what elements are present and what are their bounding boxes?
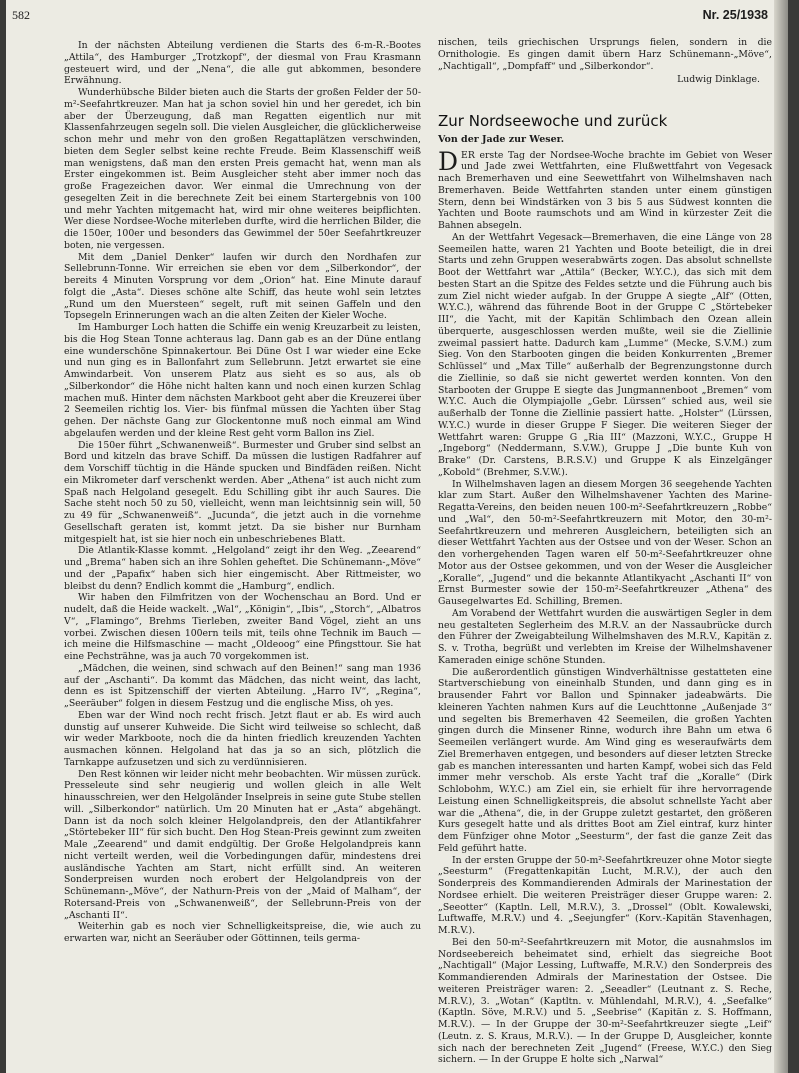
paragraph: In Wilhelmshaven lagen an diesem Morgen 36 seegehende Yachten klar zum Start. Außer den Wilhelmshavener Yachten des Marine-Regatta-Vereins, den beiden neuen 100-m²-Seefahrtkreuzern „Robbe“ und „Wal“, den 50-m²-Seefahrtkreuzern mit Motor, den 30-m²-Seefahrtkreuzern und mehreren Ausgleichern, beteiligten sich an dieser Wettfahrt Yachten aus der Ostsee und von der Weser. Schon an den vorhergehenden Tagen waren elf 50-m²-Seefahrtkreuzer ohne Motor aus der Ostsee gekommen, und von der Weser die Ausgleicher „Koralle“, „Jugend“ und die bekannte Atlantikyacht „Aschanti II“ von Ernst Burmester sowie der 150-m²-Seefahrtkreuzer „Athena“ des Gausegelwartes Ed. Schilling, Bremen.: [438, 478, 772, 607]
drop-cap: D: [438, 146, 459, 176]
article-title: Zur Nordseewoche und zurück: [438, 112, 668, 130]
paragraph: Die außerordentlich günstigen Windverhältnisse gestatteten eine Startverschiebung von eineinhalb Stunden, und dann ging es in brausender Fahrt vor Ballon und Spinnaker jadeabwärts. Die kleineren Yachten nahmen Kurs auf die Leuchttonne „Außenjade 3“ und segelten bis Bremerhaven 42 Seemeilen, die großen Yachten gingen durch die Minsener Rinne, wodurch ihre Bahn um etwa 6 Seemeilen verlängert wurde. Am Wind ging es weseraufwärts dem Ziel Bremerhaven entgegen, und besonders auf dieser letzten Strecke gab es manchen interessanten und harten Kampf, wobei sich das Feld immer mehr verschob. Als erste Yacht traf die „Koralle“ (Dirk Schlobohm, W.Y.C.) am Ziel ein, sie erhielt für ihre hervorragende Leistung einen Schnelligkeitspreis, die absolut schnellste Yacht aber war die „Athena“, die, in der Gruppe zuletzt gestartet, den größeren Kurs gesegelt hatte und als drittes Boot am Ziel eintraf, kurz hinter dem Fünfziger ohne Motor „Seesturm“, der fast die ganze Zeit das Feld geführt hatte.: [438, 666, 772, 854]
page-number: 582: [12, 8, 30, 22]
paragraph: Wunderhübsche Bilder bieten auch die Starts der großen Felder der 50-m²-Seefahrtkreuzer. Man hat ja schon soviel hin und her geredet, ich bin aber der Überzeugung, daß man Regatten eigentlich nur mit Klassenfahrzeugen segeln soll. Die vielen Ausgleicher, die glücklicherweise schon mehr und mehr von den großen Regattaplätzen verschwinden, bieten dem Segler selbst keine rechte Freude. Beim Klassenschiff weiß man wenigstens, daß man den ersten Preis gemacht hat, wenn man als Erster eingekommen ist. Beim Ausgleicher steht aber immer noch das große Fragezeichen davor. Wer einmal die Umrechnung von der gesegelten Zeit in die berechnete Zeit bei einem Startergebnis von 100 und mehr Yachten mitgemacht hat, wird mir ohne weiteres beipflichten. Wer diese Nordsee-Woche miterleben durfte, wird die herrlichen Bilder, die die 150er, 100er und besonders das Gewimmel der 50er Seefahrtkreuzer boten, nie vergessen.: [64, 87, 421, 251]
left-column: [64, 40, 421, 945]
paragraph: Die 150er führt „Schwanenweiß“. Burmester und Gruber sind selbst an Bord und kitzeln das brave Schiff. Da müssen die lustigen Radfahrer auf dem Vorschiff tüchtig in die Hände spucken und Bindfäden reißen. Nicht ein Mikrometer darf verschenkt werden. Aber „Athena“ ist auch nicht zum Spaß nach Helgoland gesegelt. Edu Schilling gibt ihr auch Saures. Die Sache steht noch 50 zu 50, vielleicht, wenn man leichtsinnig sein will, 50 zu 49 für „Schwanenweiß“. „Jucunda“, die jetzt auch in die vornehme Gesellschaft geraten ist, kommt jetzt. Da sie bisher nur Burnham mitgespielt hat, ist sie hier noch ein unbeschriebenes Blatt.: [64, 439, 421, 545]
paragraph: Wir haben den Filmfritzen von der Wochenschau an Bord. Und er nudelt, daß die Heide wackelt. „Wal“, „Königin“, „Ibis“, „Storch“, „Albatros V“, „Flamingo“, Brehms Tierleben, zweiter Band Vögel, zieht an uns vorbei. Zwischen diesen 100ern teils mit, teils ohne Technik im Bauch — ich meine die Hilfsmaschine — macht „Oldeoog“ eine Pfingsttour. Sie hat eine Pechsträhne, was ja auch 70 vorgekommen ist.: [64, 592, 421, 662]
paragraph: Die Atlantik-Klasse kommt. „Helgoland“ zeigt ihr den Weg. „Zeearend“ und „Brema“ haben sich an ihre Sohlen geheftet. Die Schünemann-„Möve“ und der „Papafix“ haben sich hier eingemischt. Aber Rittmeister, wo bleibst du denn? Endlich kommt die „Hamburg“, endlich.: [64, 545, 421, 592]
paragraph: In der ersten Gruppe der 50-m²-Seefahrtkreuzer ohne Motor siegte „Seesturm“ (Fregattenkapitän Lucht, M.R.V.), der auch den Sonderpreis des Kommandierenden Admirals der Marinestation der Nordsee erhielt. Die weiteren Preisträger dieser Gruppe waren: 2. „Seeotter“ (Kaptln. Lell, M.R.V.), 3. „Drossel“ (Oblt. Kowalewski, Luftwaffe, M.R.V.) und 4. „Seejungfer“ (Korv.-Kapitän Stavenhagen, M.R.V.).: [438, 854, 772, 936]
paragraph: Im Hamburger Loch hatten die Schiffe ein wenig Kreuzarbeit zu leisten, bis die Hog Stean Tonne achteraus lag. Dann gab es an der Düne entlang eine wunderschöne Spinnakertour. Bei Düne Ost I war wieder eine Ecke und nun ging es in Ballonfahrt zum Sellebrunn. Jetzt erwartet sie eine Amwindarbeit. Von unserem Platz aus sieht es so aus, als ob „Silberkondor“ die Höhe nicht halten kann und noch einen kurzen Schlag machen muß. Hinter dem nächsten Markboot geht aber die Kreuzerei über 2 Seemeilen richtig los. Vier- bis fünfmal müssen die Yachten über Stag gehen. Der nächste Gang zur Glockentonne muß noch einmal am Wind abgelaufen werden und der kleine Rest geht vorm Ballon ins Ziel.: [64, 322, 421, 439]
paragraph: Weiterhin gab es noch vier Schnelligkeitspreise, die, wie auch zu erwarten war, nicht an Seeräuber oder Göttinnen, teils germa-: [64, 921, 421, 944]
issue-number: Nr. 25/1938: [702, 8, 768, 22]
first-paragraph-text: ER erste Tag der Nordsee-Woche brachte im Gebiet von Weser und Jade zwei Wettfahrten, eine Flußwettfahrt von Vegesack nach Bremerhaven und eine Seewettfahrt von Wilhelmshaven nach Bremerhaven. Beide Wettfahrten standen unter einem günstigen Stern, denn bei Windstärken von 3 bis 5 aus Südwest konnten die Yachten und Boote raumschots und am Wind in kürzester Zeit die Bahnen absegeln.: [438, 149, 772, 231]
author-signature: Ludwig Dinklage.: [677, 74, 760, 86]
paragraph: In der nächsten Abteilung verdienen die Starts des 6-m-R.-Bootes „Attila“, des Hamburger „Trotzkopf“, der diesmal von Frau Krasmann gesteuert wird, und der „Nena“, die alle gut abkommen, besondere Erwähnung.: [64, 40, 421, 87]
paragraph: An der Wettfahrt Vegesack—Bremerhaven, die eine Länge von 28 Seemeilen hatte, waren 21 Yachten und Boote beteiligt, die in drei Starts und zehn Gruppen weserabwärts zogen. Das absolut schnellste Boot der Wettfahrt war „Attila“ (Becker, W.Y.C.), das sich mit dem besten Start an die Spitze des Feldes setzte und die Führung auch bis zum Ziel nicht wieder aufgab. In der Gruppe A siegte „Alf“ (Otten, W.Y.C.), während das führende Boot in der Gruppe C „Störtebeker III“, die Yacht, mit der Kapitän Schlimbach den Ozean allein überquerte, ausgeschlossen werden mußte, weil sie die Ziellinie zweimal passiert hatte. Dadurch kam „Lumme“ (Mecke, S.V.M.) zum Sieg. Von den Starbooten gingen die beiden Konkurrenten „Bremer Schlüssel“ und „Max Tille“ außerhalb der Begrenzungstonne durch die Ziellinie, so daß sie nicht gewertet werden konnten. Von den Starbooten der Gruppe E siegte das Jungmannenboot „Bremen“ vom W.Y.C. Auch die Olympiajolle „Gebr. Lürssen“ schied aus, weil sie außerhalb der Tonne die Ziellinie passiert hatte. „Holster“ (Lürssen, W.Y.C.) wurde in dieser Gruppe F Sieger. Die weiteren Sieger der Wettfahrt waren: Gruppe G „Ria III“ (Mazzoni, W.Y.C., Gruppe H „Ingeborg“ (Neddermann, S.V.W.), Gruppe J „Die bunte Kuh von Brake“ (Dr. Carstens, B.R.S.V.) und Gruppe K als Einzelgänger „Kobold“ (Brehmer, S.V.W.).: [438, 231, 772, 478]
paragraph: Bei den 50-m²-Seefahrtkreuzern mit Motor, die ausnahmslos im Nordseebereich beheimatet sind, erhielt das siegreiche Boot „Nachtigall“ (Major Lessing, Luftwaffe, M.R.V.) den Sonderpreis des Kommandierenden Admirals der Marinestation der Ostsee. Die weiteren Preisträger waren: 2. „Seeadler“ (Leutnant z. S. Reche, M.R.V.), 3. „Wotan“ (Kaptltn. v. Mühlendahl, M.R.V.), 4. „Seefalke“ (Kaptln. Söve, M.R.V.) und 5. „Seebrise“ (Kapitän z. S. Hoffmann, M.R.V.). — In der Gruppe der 30-m²-Seefahrtkreuzer siegte „Leif“ (Leutn. z. S. Kraus, M.R.V.). — In der Gruppe D, Ausgleicher, konnte sich nach der berechneten Zeit „Jugend“ (Freese, W.Y.C.) den Sieg sichern. — In der Gruppe E holte sich „Narwal“: [438, 936, 772, 1066]
page-edge-shadow: [774, 0, 788, 1073]
paragraph: Den Rest können wir leider nicht mehr beobachten. Wir müssen zurück. Presseleute sind sehr neugierig und wollen gleich in alle Welt hinausschreien, wer den Helgoländer Inselpreis in seine gute Stube stellen will. „Silberkondor“ natürlich. Um 20 Minuten hat er „Asta“ abgehängt. Dann ist da noch solch kleiner Helgolandpreis, den der Atlantikfahrer „Störtebeker III“ für sich bucht. Den Hog Stean-Preis gewinnt zum zweiten Male „Zeearend“ und damit endgültig. Der Große Helgolandpreis kann nicht verteilt werden, weil die Vorbedingungen dafür, mindestens drei ausländische Yachten am Start, nicht erfüllt sind. An weiteren Sonderpreisen wurden noch erobert der Helgolandpreis von der Schünemann-„Möve“, der Nathurn-Preis von der „Maid of Malham“, der Rotersand-Preis von „Schwanenweiß“, der Sellebrunn-Preis von der „Aschanti II“.: [64, 768, 421, 921]
first-paragraph: [438, 146, 772, 232]
paragraph: Eben war der Wind noch recht frisch. Jetzt flaut er ab. Es wird auch dunstig auf unserer Kuhweide. Die Sicht wird teilweise so schlecht, daß wir weder Markboote, noch die da hinten friedlich kreuzenden Yachten ausmachen können. Helgoland hat das ja so an sich, plötzlich die Tarnkappe aufzusetzen und sich zu verdünnisieren.: [64, 709, 421, 768]
article-subtitle: Von der Jade zur Weser.: [438, 133, 565, 145]
paragraph: Mit dem „Daniel Denker“ laufen wir durch den Nordhafen zur Sellebrunn-Tonne. Wir erreichen sie eben vor dem „Silberkondor“, der bereits 4 Minuten Vorsprung vor dem „Orion“ hat. Eine Minute darauf folgt die „Asta“. Dieses schöne alte Schiff, das heute wohl sein letztes „Rund um den Muersteen“ segelt, ruft mit seinen Gaffeln und den Topsegeln Erinnerungen wach an die alten Zeiten der Kieler Woche.: [64, 251, 421, 322]
paragraph: Am Vorabend der Wettfahrt wurden die auswärtigen Segler in dem neu gestalteten Seglerheim des M.R.V. an der Nassaubrücke durch den Führer der Zweigabteilung Wilhelmshaven des M.R.V., Kapitän z. S. v. Trotha, begrüßt und verlebten im Kreise der Wilhelmshavener Kameraden einige schöne Stunden.: [438, 607, 772, 666]
continued-paragraph: nischen, teils griechischen Ursprungs fielen, sondern in die Ornithologie. Es gingen damit übern Harz Schünemann-„Möve“, „Nachtigall“, „Dompfaff“ und „Silberkondor“.: [438, 37, 772, 72]
paragraph: „Mädchen, die weinen, sind schwach auf den Beinen!“ sang man 1936 auf der „Aschanti“. Da kommt das Mädchen, das nicht weint, das lacht, denn es ist Spitzenschiff der vierten Abteilung. „Harro IV“, „Regina“, „Seeräuber“ folgen in diesem Festzug und die englische Miss, oh yes.: [64, 662, 421, 709]
article-body: [438, 232, 772, 1066]
magazine-page: [6, 0, 788, 1073]
right-column: [438, 37, 772, 1066]
